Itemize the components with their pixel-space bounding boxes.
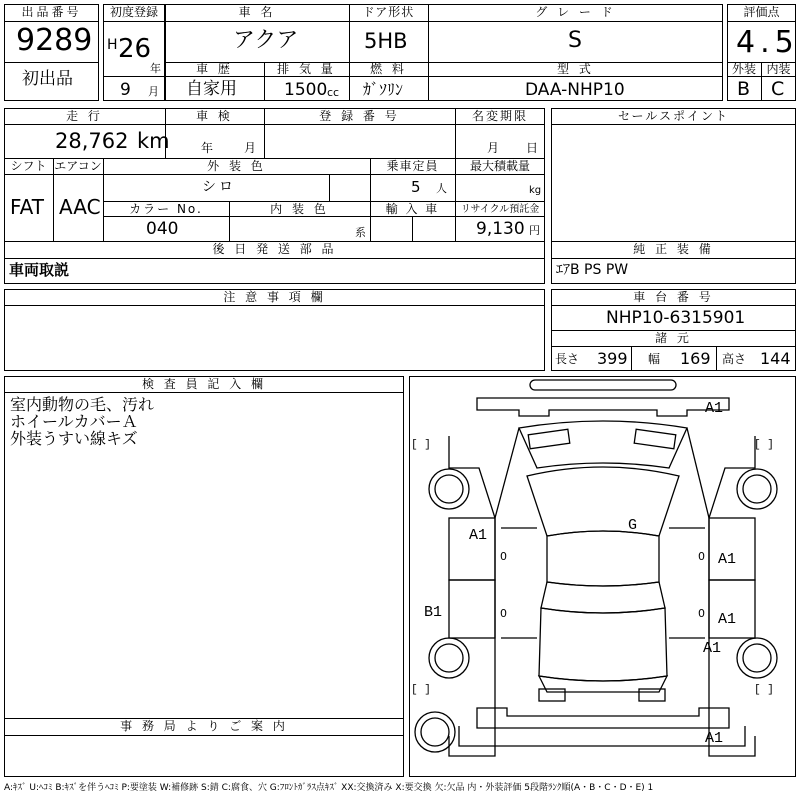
exterior-color-label: 外 装 色 bbox=[207, 159, 266, 173]
import-label: 輸 入 車 bbox=[385, 202, 440, 216]
exterior-grade: B bbox=[737, 78, 751, 100]
color-number-label: カラー No. bbox=[129, 202, 203, 216]
genuine-equipment-label: 純 正 装 備 bbox=[633, 242, 714, 256]
color-number: 040 bbox=[146, 219, 179, 239]
mileage-label: 走 行 bbox=[66, 109, 103, 123]
registration-month: 9 bbox=[120, 80, 131, 100]
displacement: 1500 bbox=[284, 80, 328, 100]
inspector-notes-label: 検 査 員 記 入 欄 bbox=[141, 377, 267, 391]
recycle-fee-label: リサイクル預託金 bbox=[460, 204, 540, 215]
first-registration-label: 初度登録 bbox=[109, 5, 158, 19]
score-label: 評価点 bbox=[743, 5, 780, 19]
height: 144 bbox=[760, 349, 791, 368]
name-change-label: 名変期限 bbox=[471, 109, 528, 123]
capacity-label: 乗車定員 bbox=[386, 159, 439, 173]
lot-number-label: 出品番号 bbox=[21, 5, 82, 19]
later-parts-label: 後 日 発 送 部 品 bbox=[212, 242, 337, 256]
model-code-label: 型 式 bbox=[557, 62, 594, 76]
inspector-note-2: ホイールカバーＡ bbox=[10, 412, 138, 431]
model-code: DAA-NHP10 bbox=[525, 80, 625, 100]
aircon: AAC bbox=[59, 195, 101, 219]
registration-year: 26 bbox=[118, 34, 152, 64]
first-listing: 初出品 bbox=[22, 69, 73, 89]
shift-label: シフト bbox=[10, 159, 47, 173]
chassis-number: NHP10-6315901 bbox=[606, 308, 746, 328]
era: H bbox=[107, 37, 118, 53]
car-history: 自家用 bbox=[186, 79, 237, 99]
exterior-color: シロ bbox=[202, 179, 236, 195]
length: 399 bbox=[597, 349, 628, 368]
genuine-equipment: ｴｱB PS PW bbox=[556, 262, 629, 278]
width: 169 bbox=[680, 349, 711, 368]
interior-color-label: 内 装 色 bbox=[270, 202, 329, 216]
registration-number-label: 登 録 番 号 bbox=[319, 109, 400, 123]
fuel-label: 燃 料 bbox=[370, 62, 407, 76]
damage-mark-right-rear-door: A1 bbox=[718, 611, 737, 628]
sales-points-label: セールスポイント bbox=[618, 109, 729, 123]
exterior-label: 外装 bbox=[731, 62, 756, 76]
grade: S bbox=[568, 28, 582, 53]
damage-mark-left-front-door: A1 bbox=[469, 527, 488, 544]
car-damage-diagram bbox=[409, 376, 796, 777]
car-name-label: 車 名 bbox=[238, 5, 276, 19]
auction-score: 4.5 bbox=[736, 25, 799, 60]
damage-legend: A:ｷｽﾞ U:ﾍｺﾐ B:ｷｽﾞを伴うﾍｺﾐ P:要塗装 W:補修跡 S:錆 C:腐食、穴 G:ﾌﾛﾝﾄｶﾞﾗｽ点ｷｽﾞ XX:交換済み X:要交換 欠:欠品 内・外装評価 5段階ﾗﾝｸ順(A・B・C・D・E) 1 bbox=[4, 783, 654, 793]
aircon-label: エアコン bbox=[54, 159, 102, 173]
specs-label: 諸 元 bbox=[655, 331, 692, 345]
inspector-note-1: 室内動物の毛、汚れ bbox=[10, 395, 155, 414]
notes-label: 注 意 事 項 欄 bbox=[223, 290, 326, 304]
fuel: ｶﾞｿﾘﾝ bbox=[363, 80, 404, 99]
lot-number: 9289 bbox=[16, 23, 93, 58]
max-load-label: 最大積載量 bbox=[469, 159, 530, 173]
door-type-label: ドア形状 bbox=[362, 5, 415, 19]
car-name: アクア bbox=[233, 28, 299, 53]
inspector-note-3: 外装うすい線キズ bbox=[10, 429, 138, 448]
capacity: 5 bbox=[411, 178, 421, 196]
office-notice-label: 事 務 局 よ り ご 案 内 bbox=[120, 719, 288, 733]
shift: FAT bbox=[10, 195, 45, 219]
damage-mark-left-rear: B1 bbox=[424, 604, 443, 621]
displacement-label: 排 気 量 bbox=[277, 62, 336, 76]
damage-mark-right-quarter: A1 bbox=[703, 640, 722, 657]
later-parts: 車両取説 bbox=[9, 261, 70, 279]
chassis-number-label: 車 台 番 号 bbox=[633, 290, 714, 304]
damage-mark-front: A1 bbox=[705, 400, 724, 417]
mileage: 28,762 bbox=[55, 129, 129, 153]
damage-mark-rear: A1 bbox=[705, 730, 724, 747]
damage-mark-windshield: G bbox=[628, 517, 638, 534]
grade-label: グ レ ー ド bbox=[535, 5, 616, 19]
damage-mark-right-front-door: A1 bbox=[718, 551, 737, 568]
interior-label: 内装 bbox=[766, 62, 791, 76]
car-history-label: 車 歴 bbox=[196, 62, 233, 76]
door-type: 5HB bbox=[364, 29, 408, 53]
interior-grade: C bbox=[771, 78, 785, 100]
inspection-label: 車 検 bbox=[196, 109, 233, 123]
recycle-fee: 9,130 bbox=[476, 219, 525, 239]
